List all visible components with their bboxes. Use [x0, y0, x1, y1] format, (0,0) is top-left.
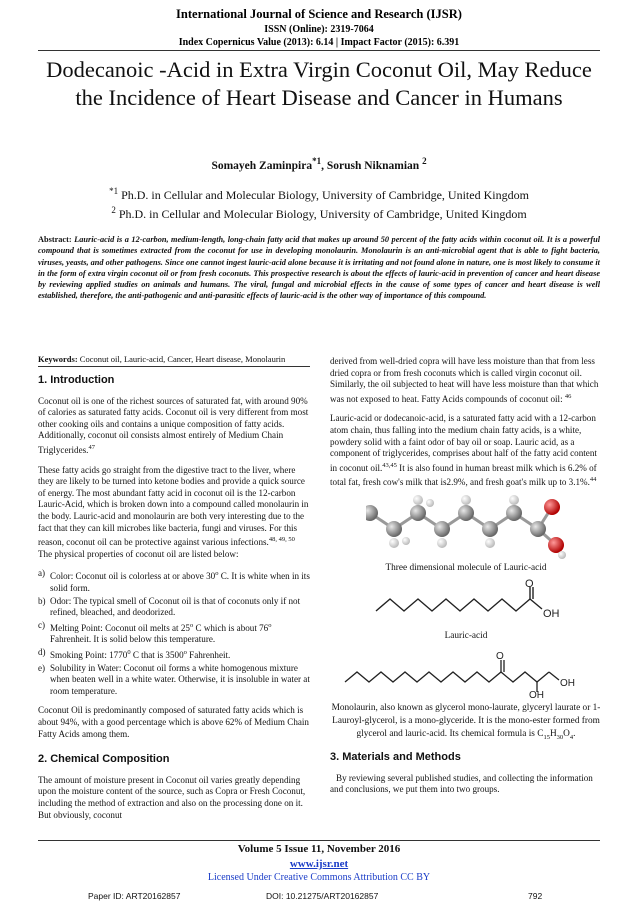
- section-3-heading: 3. Materials and Methods: [330, 751, 461, 764]
- right-paragraph-1: [330, 356, 602, 405]
- list-text: Smoking Point: 1770: [50, 650, 128, 661]
- author-1: Somayeh Zaminpira: [211, 159, 313, 172]
- abstract-text: Lauric-acid is a 12-carbon, medium-length, long-chain fatty acid that makes up around 50 percent of the fatty acids within coconut oil. It is a powerful compound that is sometimes extracted from the coconut for use in developing monolaurin. Monolaurin is an anti-microbial agent that is able to fight bacteria, viruses, yeasts, and other pathogens. Since one cannot ingest lauric-acid alone because it is irritating and not found alone in nature, one is most likely to consume it in the form of extra virgin coconut oil or from fresh coconuts. This prospective research is about the effects of lauric-acid in prevention of cancer and heart disease by reviewing applied studies on animals and humans. The viral, fungal and microbial effects in the cause of some types of cancer and heart disease is well established, therefore, the anti-pathogenic and anti-parasitic effects of lauric-acid is the other way of importance of this compound.: [38, 235, 600, 301]
- author-2: Sorush Niknamian: [326, 159, 420, 172]
- figure-2-caption: Lauric-acid: [444, 630, 488, 641]
- list-item: [38, 596, 310, 619]
- formula-sub-2: 30: [556, 734, 564, 742]
- list-text: Melting Point: Coconut oil melts at 25: [50, 622, 190, 633]
- intro-p2-text: These fatty acids go straight from the digestive tract to the liver, where they are likely to be turned into ketone bodies and provide a quick source of energy. The most abundant fatty acid in coconut oil is the 12-carbon Lauric-Acid, which is broken down into a compound called monolaurin in the body. Lauric-acid and monolaurin are both very interesting due to the fact that they can kill microbes like bacteria, fungi and viruses. For this reason, coconut oil can be protective against various infections.: [38, 464, 309, 548]
- lauric-acid-3d-figure: [366, 491, 566, 559]
- footer-doi: DOI: 10.21275/ART20162857: [266, 891, 379, 901]
- right-p1-text: derived from well-dried copra will have less moisture than that from less dried copra or from fresh coconuts which is called virgin coconut oil. Similarly, the oil subjected to heat will have less moisture than that which was not exposed to heat. Fatty Acids compounds of coconut oil:: [330, 356, 599, 404]
- formula-h: H: [549, 729, 557, 740]
- list-text-post-2: Fahrenheit. It is solid below this temperature.: [50, 634, 216, 645]
- intro-p2-ref: 48, 49, 50: [268, 536, 295, 544]
- list-text: Color: Coconut oil is colorless at or above 30: [50, 571, 216, 582]
- list-letter: a): [38, 568, 46, 579]
- author-2-mark: 2: [422, 156, 427, 166]
- monolaurin-structure: [341, 648, 591, 698]
- affiliation-1-mark: *1: [109, 186, 119, 196]
- intro-p2-tail: The physical properties of coconut oil are listed below:: [38, 548, 239, 559]
- list-item: [38, 647, 310, 662]
- affiliation-2: [40, 205, 598, 222]
- journal-index: Index Copernicus Value (2013): 6.14 | Impact Factor (2015): 6.391: [178, 37, 460, 48]
- figure-1-caption: Three dimensional molecule of Lauric-acid: [385, 563, 547, 574]
- intro-paragraph-3: Coconut Oil is predominantly composed of saturated fatty acids which is about 94%, with a good percentage which is above 62% of Medium Chain Fatty Acids among them.: [38, 705, 309, 739]
- author-1-mark: *1: [312, 156, 322, 166]
- header-rule: [38, 50, 600, 51]
- list-text: Odor: The typical smell of Coconut oil is that of coconuts only if not refined, bleached, and deodorized.: [50, 595, 301, 618]
- formula-sub-3: 4: [569, 734, 574, 742]
- footer-volume: Volume 5 Issue 11, November 2016: [237, 843, 401, 855]
- monolaurin-caption-text: Monolaurin, also known as glycerol mono-laurate, glyceryl laurate or 1-Lauroyl-glycerol, is a mono-glyceride. It is the mono-ester formed from glycerol and lauric-acid. Its chemical formula is C: [331, 703, 601, 740]
- list-letter: b): [38, 595, 46, 606]
- figure-3-caption: [330, 702, 602, 744]
- footer-page-number: 792: [528, 891, 543, 901]
- list-sup: o: [189, 621, 194, 629]
- affiliation-2-mark: 2: [111, 205, 116, 215]
- list-item: [38, 663, 310, 698]
- left-column: [38, 371, 310, 829]
- methods-paragraph-1: By reviewing several published studies, and collecting the information and conclusions, we put them into two groups.: [330, 772, 593, 795]
- section-2-heading: 2. Chemical Composition: [38, 753, 170, 766]
- right-p2-ref: 43,45: [382, 461, 397, 469]
- intro-p1-text: Coconut oil is one of the richest sources of saturated fat, with around 90% of calories as saturated fatty acids. Coconut oil is very different from most other cooking oils and contains a unique composition of fatty acids. Additionally, coconut oil consists almost entirely of Medium Chain Triglycerides.: [38, 395, 309, 455]
- list-sup-2: o: [268, 621, 272, 629]
- list-letter: d): [38, 647, 46, 657]
- list-sup-2: o: [183, 649, 187, 656]
- author-sep: ,: [321, 159, 327, 172]
- right-paragraph-2: [330, 413, 602, 489]
- hydroxyl-label-2: OH: [560, 678, 575, 690]
- chem-paragraph-1: The amount of moisture present in Coconut oil varies greatly depending upon the moisture content of the source, such as Copra or Fresh Coconut, including the method of extraction and also on the processing done on it. But obviously, coconut: [38, 774, 306, 820]
- footer-license: Licensed Under Creative Commons Attribution CC BY: [207, 872, 431, 883]
- keywords-label: Keywords:: [38, 354, 78, 364]
- hydroxyl-label-1: OH: [529, 690, 544, 699]
- footer-rule: [38, 840, 600, 841]
- keywords-text: Coconut oil, Lauric-acid, Cancer, Heart disease, Monolaurin: [77, 354, 286, 364]
- authors: [40, 156, 598, 172]
- list-sup: 0: [127, 649, 131, 656]
- right-p2-text: Lauric-acid or dodecanoic-acid, is a saturated fatty acid with a 12-carbon atom chain, thus falling into the medium chain fatty acids, is a white, powdery solid with a faint odor of bay oil or soap. Lauric acid, as a component of triglycerides, comprises about half of the fatty acid content in coconut oil.: [330, 413, 597, 473]
- intro-paragraph-2: [38, 465, 310, 561]
- list-item: [38, 568, 310, 594]
- list-text: Solubility in Water: Coconut oil forms a white homogenous mixture when beaten well in a white water. Otherwise, it is insoluble in water at room temperature.: [50, 662, 310, 696]
- keywords-rule: [38, 366, 310, 367]
- affiliation-2-text: Ph.D. in Cellular and Molecular Biology, University of Cambridge, United Kingdom: [115, 207, 527, 221]
- list-letter: e): [38, 662, 46, 673]
- lauric-acid-structure: [366, 579, 566, 627]
- abstract: [38, 234, 600, 302]
- list-text-post-2: Fahrenheit.: [186, 650, 231, 661]
- formula-sub-1: 15: [543, 734, 550, 742]
- journal-issn: ISSN (Online): 2319-7064: [264, 24, 374, 35]
- list-text-post: C that is 3500: [130, 650, 184, 661]
- footer-paper-id: Paper ID: ART20162857: [88, 891, 181, 901]
- oxygen-label: O: [525, 578, 534, 590]
- intro-p1-ref: 47: [88, 443, 95, 451]
- abstract-label: Abstract:: [38, 235, 72, 244]
- list-letter: c): [38, 619, 46, 630]
- section-1-heading: 1. Introduction: [38, 374, 115, 386]
- journal-name: International Journal of Science and Research (IJSR): [176, 7, 462, 21]
- properties-list: [38, 568, 310, 697]
- formula-o: O: [563, 729, 570, 740]
- right-p1-ref: 46: [564, 392, 572, 400]
- hydroxyl-label: OH: [543, 607, 560, 620]
- affiliation-1-text: Ph.D. in Cellular and Molecular Biology, University of Cambridge, United Kingdom: [118, 188, 529, 202]
- right-column: [330, 356, 602, 804]
- footer-url-link[interactable]: www.ijsr.net: [289, 858, 349, 870]
- right-p2-ref-2: 44: [589, 476, 597, 484]
- formula-end: .: [573, 729, 576, 740]
- list-text-post: C. It is white when in its solid form.: [50, 571, 310, 593]
- oxygen-label: O: [496, 651, 504, 663]
- affiliation-1: [40, 186, 598, 203]
- list-item: [38, 620, 310, 646]
- list-text-post: C which is about 76: [193, 622, 269, 633]
- intro-paragraph-1: [38, 396, 310, 457]
- right-p2-tail: It is also found in human breast milk which is 6.2% of total fat, fresh cow's milk that is2.9%, and fresh goat's milk up to 3.1%.: [330, 462, 597, 488]
- list-sup: o: [215, 570, 219, 578]
- paper-title: Dodecanoic -Acid in Extra Virgin Coconut Oil, May Reduce the Incidence of Heart Disease and Cancer in Humans: [46, 57, 592, 110]
